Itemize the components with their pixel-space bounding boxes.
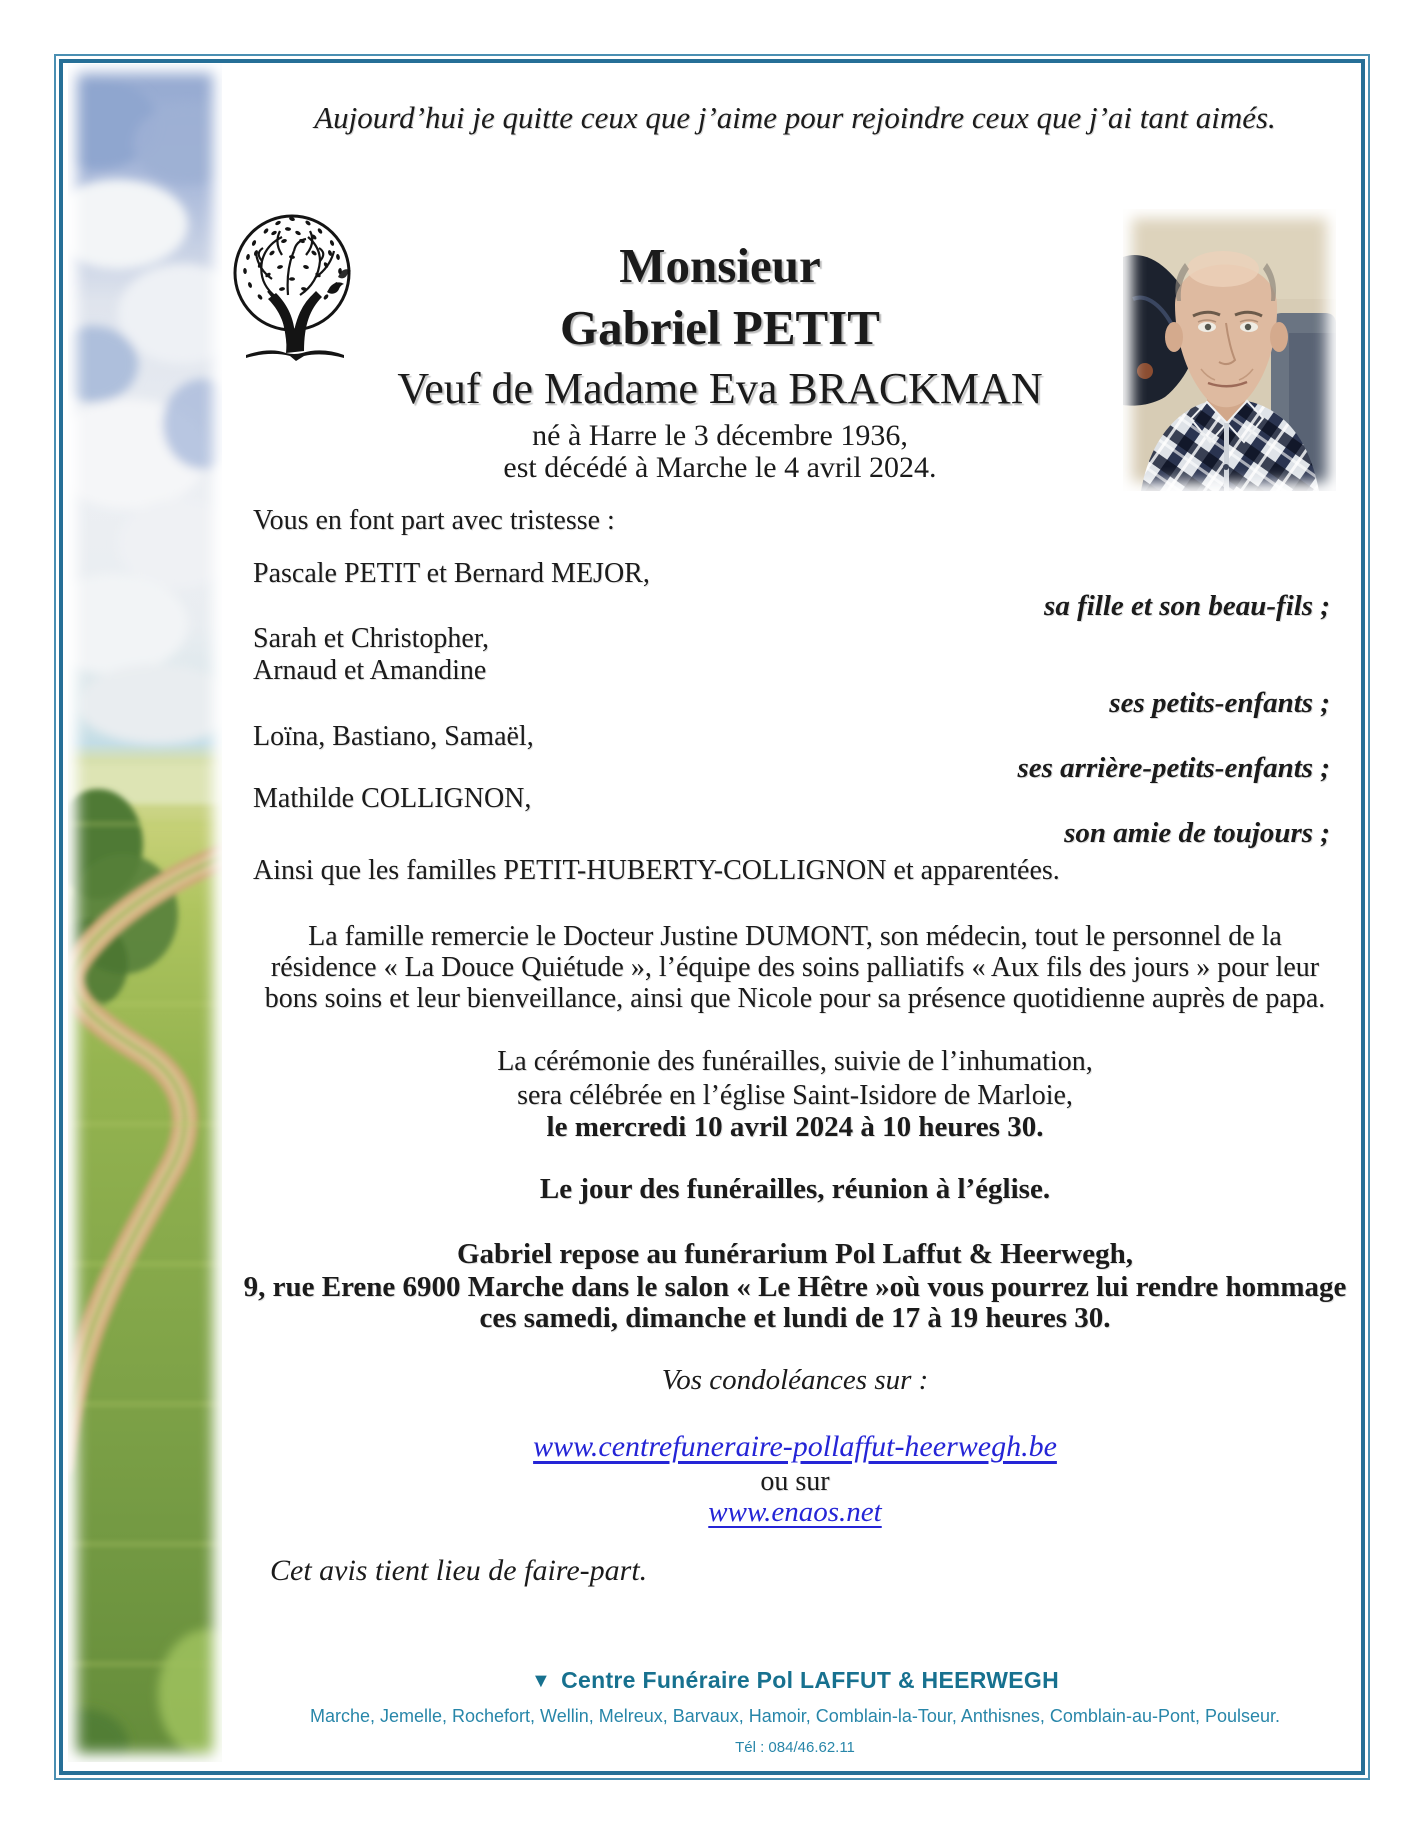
notice-line: Cet avis tient lieu de faire-part. [270, 1554, 648, 1587]
birth-line: né à Harre le 3 décembre 1936, [532, 419, 908, 452]
ceremony-line: La cérémonie des funérailles, suivie de l’inhumation, [497, 1046, 1093, 1077]
funeral-home-logo-icon: ▼ [531, 1670, 552, 1692]
deceased-relation: Veuf de Madame Eva BRACKMAN [397, 364, 1043, 413]
thanks-paragraph [233, 921, 1357, 1014]
family-name: Sarah et Christopher, [253, 623, 490, 654]
family-role: sa fille et son beau-fils ; [1044, 590, 1330, 622]
funeral-home-phone: Tél : 084/46.62.11 [735, 1739, 855, 1756]
ceremony-line: sera célébrée en l’église Saint-Isidore de Marloie, [517, 1080, 1073, 1111]
thanks-line: La famille remercie le Docteur Justine DUMONT, son médecin, tout le personnel de la [308, 921, 1282, 952]
repose-line: 9, rue Erene 6900 Marche dans le salon « Le Hêtre »où vous pourrez lui rendre hommage [243, 1271, 1347, 1303]
family-name: Loïna, Bastiano, Samaël, [253, 721, 534, 752]
families-line: Ainsi que les familles PETIT-HUBERTY-COLLIGNON et apparentées. [253, 855, 1060, 886]
funeral-home-heading [233, 1667, 1357, 1694]
announcement-intro: Vous en font part avec tristesse : [253, 505, 615, 536]
funeral-home-name: Centre Funéraire Pol LAFFUT & HEERWEGH [561, 1667, 1059, 1693]
repose-line: Gabriel repose au funérarium Pol Laffut & Heerwegh, [456, 1238, 1134, 1270]
repose-line: ces samedi, dimanche et lundi de 17 à 19 heures 30. [479, 1302, 1111, 1334]
ceremony-date: le mercredi 10 avril 2024 à 10 heures 30. [546, 1111, 1044, 1143]
family-name: Mathilde COLLIGNON, [253, 783, 532, 814]
funeral-home-cities: Marche, Jemelle, Rochefort, Wellin, Melreux, Barvaux, Hamoir, Comblain-la-Tour, Anthisnes, Comblain-au-Pont, Poulseur. [309, 1706, 1281, 1726]
epitaph-quote: Aujourd’hui je quitte ceux que j’aime pour rejoindre ceux que j’ai tant aimés. [314, 100, 1276, 135]
death-line: est décédé à Marche le 4 avril 2024. [503, 451, 937, 484]
family-role: ses petits-enfants ; [1109, 687, 1330, 719]
thanks-line: bons soins et leur bienveillance, ainsi que Nicole pour sa présence quotidienne auprès de papa. [264, 983, 1326, 1014]
family-name: Arnaud et Amandine [253, 655, 487, 686]
thanks-line: résidence « La Douce Quiétude », l’équipe des soins palliatifs « Aux fils des jours » pour leur [270, 952, 1320, 983]
meeting-line: Le jour des funérailles, réunion à l’église. [539, 1173, 1051, 1205]
family-role: son amie de toujours ; [1064, 817, 1330, 849]
condolences-separator: ou sur [760, 1466, 830, 1497]
deceased-title: Monsieur [619, 238, 821, 293]
family-name: Pascale PETIT et Bernard MEJOR, [253, 558, 650, 589]
condolences-label: Vos condoléances sur : [661, 1364, 929, 1396]
condolences-link-funeraire[interactable]: www.centrefuneraire-pollaffut-heerwegh.be [533, 1430, 1057, 1463]
family-role: ses arrière-petits-enfants ; [1017, 752, 1330, 784]
deceased-name: Gabriel PETIT [560, 300, 880, 355]
condolences-link-enaos[interactable]: www.enaos.net [708, 1496, 882, 1528]
